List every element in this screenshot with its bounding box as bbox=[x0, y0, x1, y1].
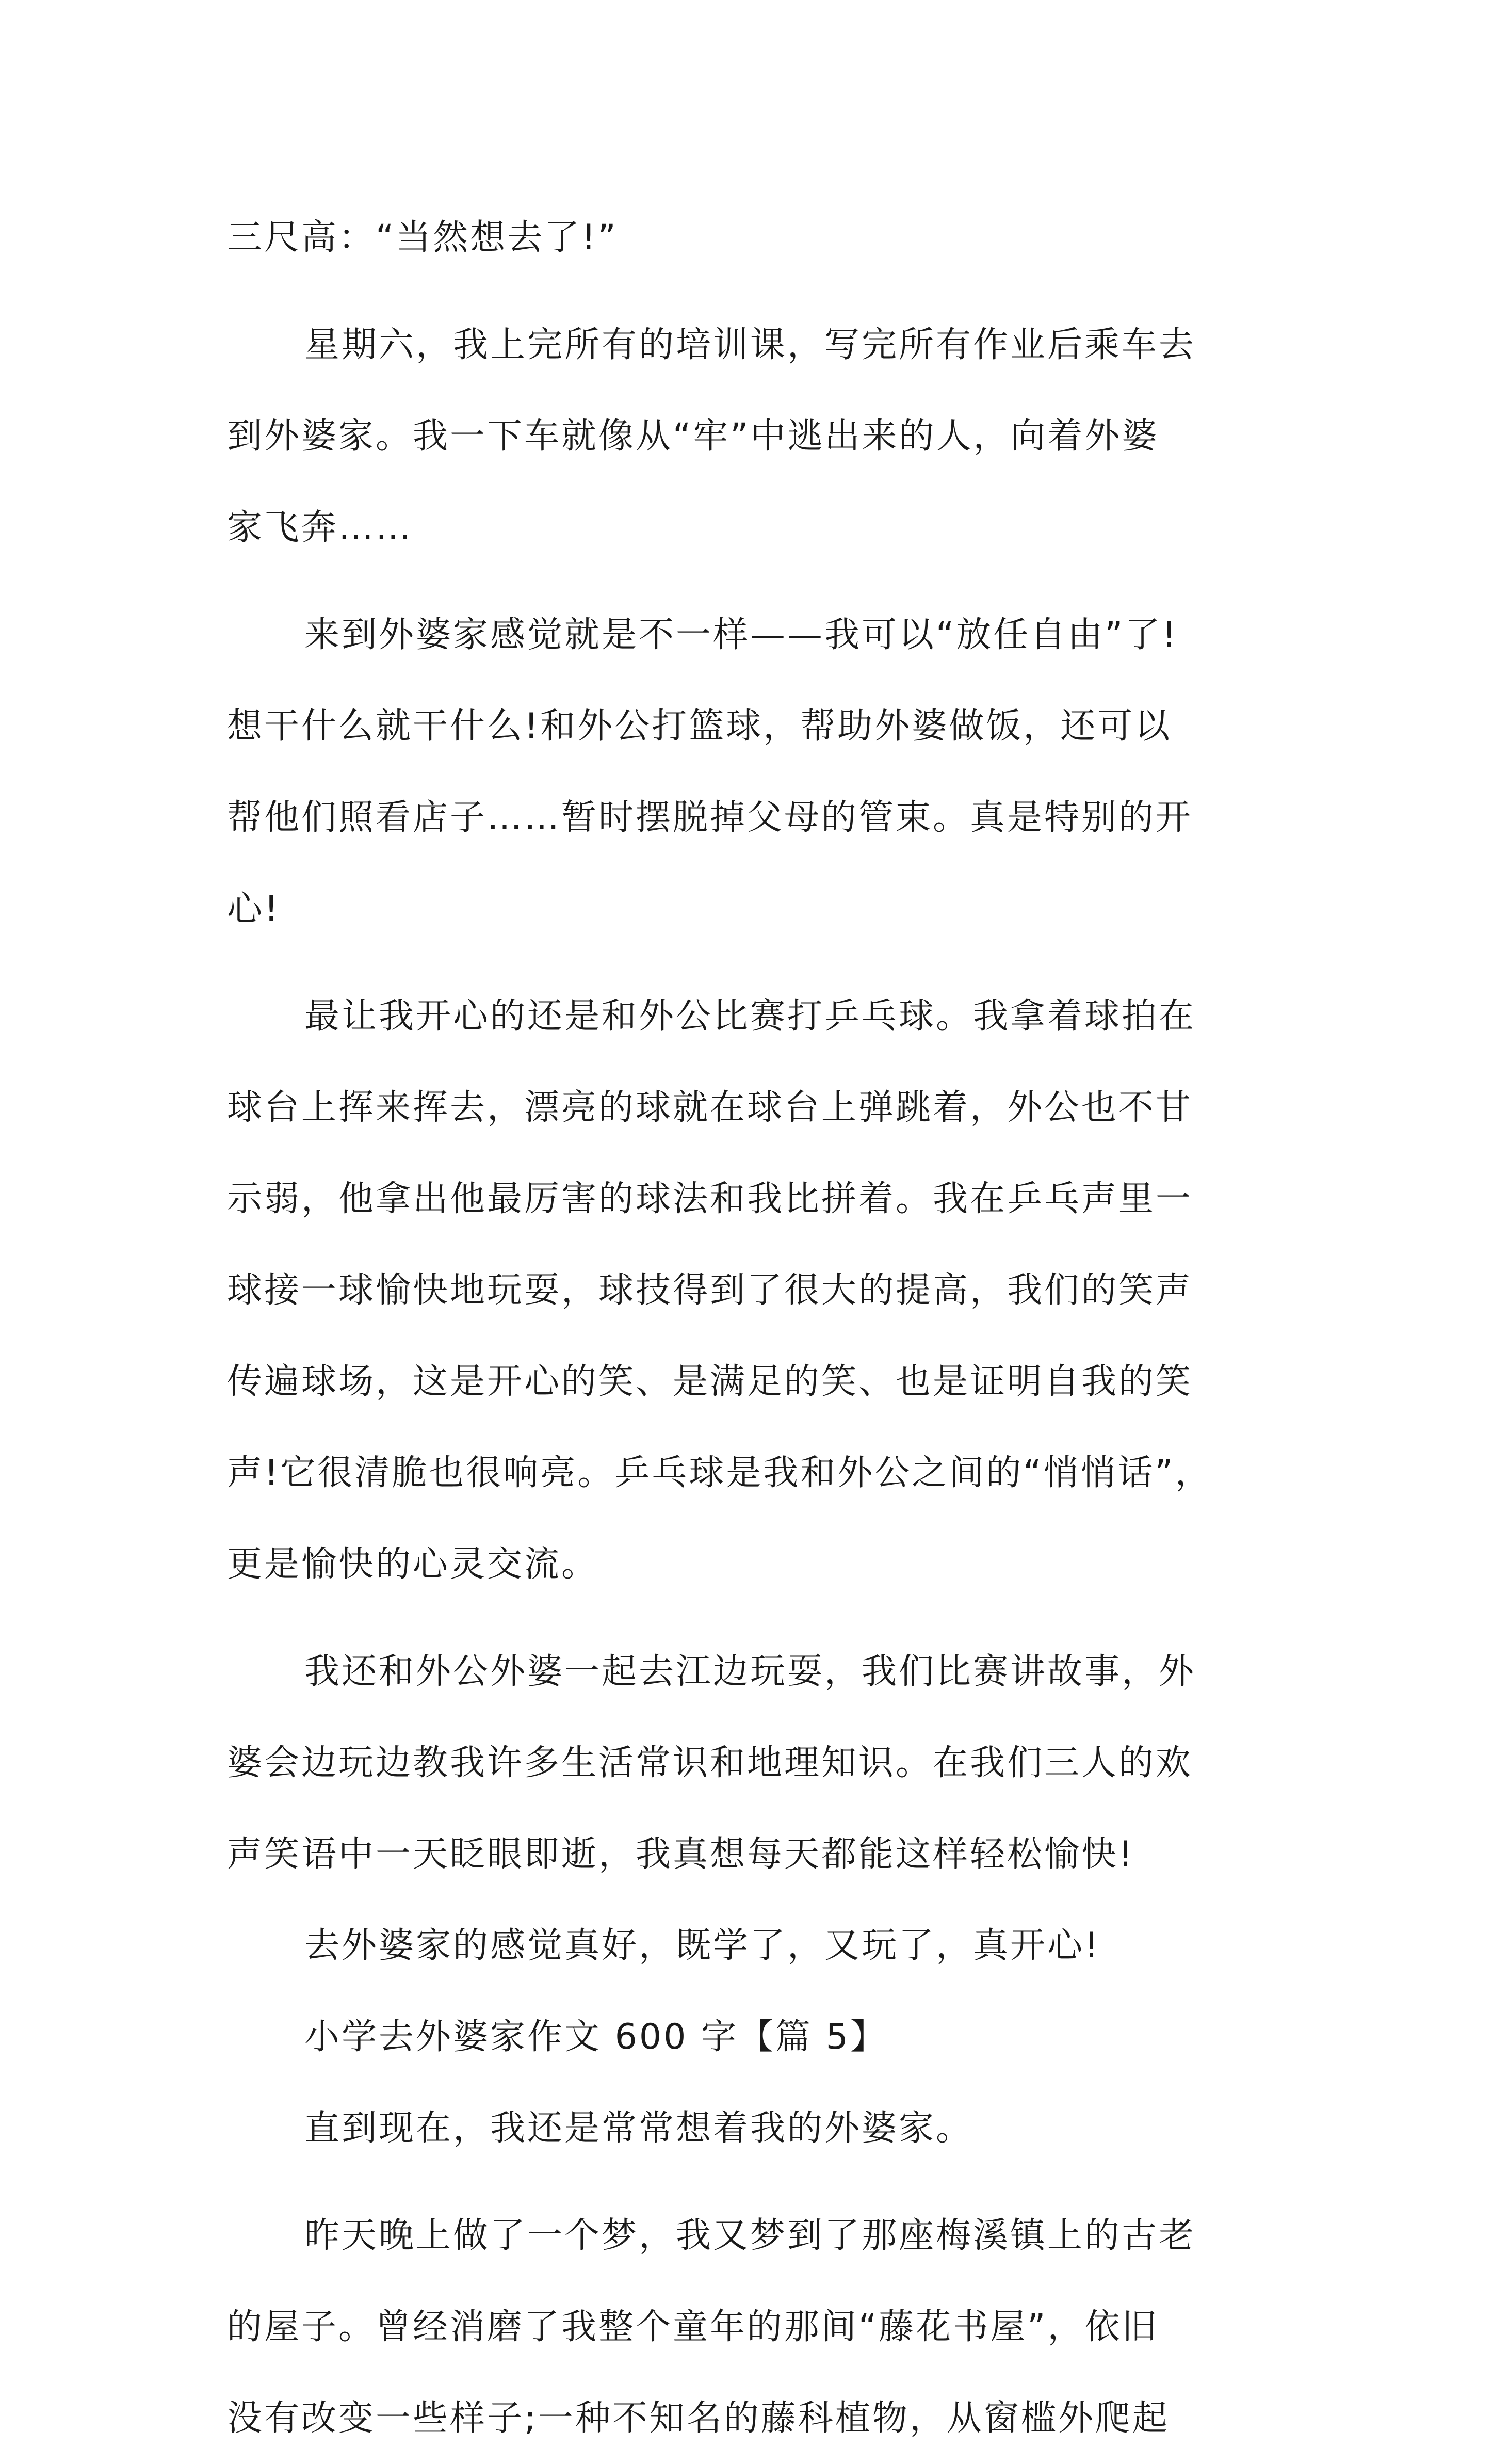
text-line: 传遍球场，这是开心的笑、是满足的笑、也是证明自我的笑 bbox=[227, 1361, 1193, 1402]
text-line: 三尺高：“当然想去了!” bbox=[227, 217, 618, 258]
paragraph-first-line: 去外婆家的感觉真好，既学了，又玩了，真开心! bbox=[304, 1925, 1101, 1966]
paragraph-first-line: 直到现在，我还是常常想着我的外婆家。 bbox=[304, 2108, 973, 2149]
text-line: 想干什么就干什么!和外公打篮球，帮助外婆做饭，还可以 bbox=[227, 706, 1172, 747]
text-line: 没有改变一些样子;一种不知名的藤科植物，从窗槛外爬起 bbox=[227, 2398, 1170, 2439]
text-line: 声笑语中一天眨眼即逝，我真想每天都能这样轻松愉快! bbox=[227, 1834, 1135, 1875]
paragraph-first-line: 最让我开心的还是和外公比赛打乒乓球。我拿着球拍在 bbox=[304, 996, 1196, 1037]
text-line: 家飞奔…… bbox=[227, 507, 413, 548]
text-line: 示弱，他拿出他最厉害的球法和我比拼着。我在乒乓声里一 bbox=[227, 1179, 1193, 1219]
document-body bbox=[227, 192, 1264, 2464]
text-line: 的屋子。曾经消磨了我整个童年的那间“藤花书屋”，依旧 bbox=[227, 2307, 1159, 2347]
paragraph-first-line: 星期六，我上完所有的培训课，写完所有作业后乘车去 bbox=[304, 325, 1196, 365]
paragraph-first-line: 来到外婆家感觉就是不一样——我可以“放任自由”了! bbox=[304, 615, 1178, 655]
text-line: 声!它很清脆也很响亮。乒乓球是我和外公之间的“悄悄话”， bbox=[227, 1453, 1212, 1493]
text-line: 球接一球愉快地玩耍，球技得到了很大的提高，我们的笑声 bbox=[227, 1270, 1193, 1311]
text-line: 婆会边玩边教我许多生活常识和地理知识。在我们三人的欢 bbox=[227, 1743, 1193, 1783]
text-line: 球台上挥来挥去，漂亮的球就在球台上弹跳着，外公也不甘 bbox=[227, 1087, 1193, 1128]
paragraph-first-line: 昨天晚上做了一个梦，我又梦到了那座梅溪镇上的古老 bbox=[304, 2215, 1196, 2256]
text-line: 到外婆家。我一下车就像从“牢”中逃出来的人，向着外婆 bbox=[227, 416, 1159, 457]
text-line: 帮他们照看店子……暂时摆脱掉父母的管束。真是特别的开 bbox=[227, 797, 1193, 838]
section-heading: 小学去外婆家作文 600 字【篇 5】 bbox=[304, 2017, 887, 2057]
text-line: 更是愉快的心灵交流。 bbox=[227, 1544, 599, 1585]
paragraph-first-line: 我还和外公外婆一起去江边玩耍，我们比赛讲故事，外 bbox=[304, 1651, 1196, 1692]
text-line: 心! bbox=[227, 889, 281, 929]
